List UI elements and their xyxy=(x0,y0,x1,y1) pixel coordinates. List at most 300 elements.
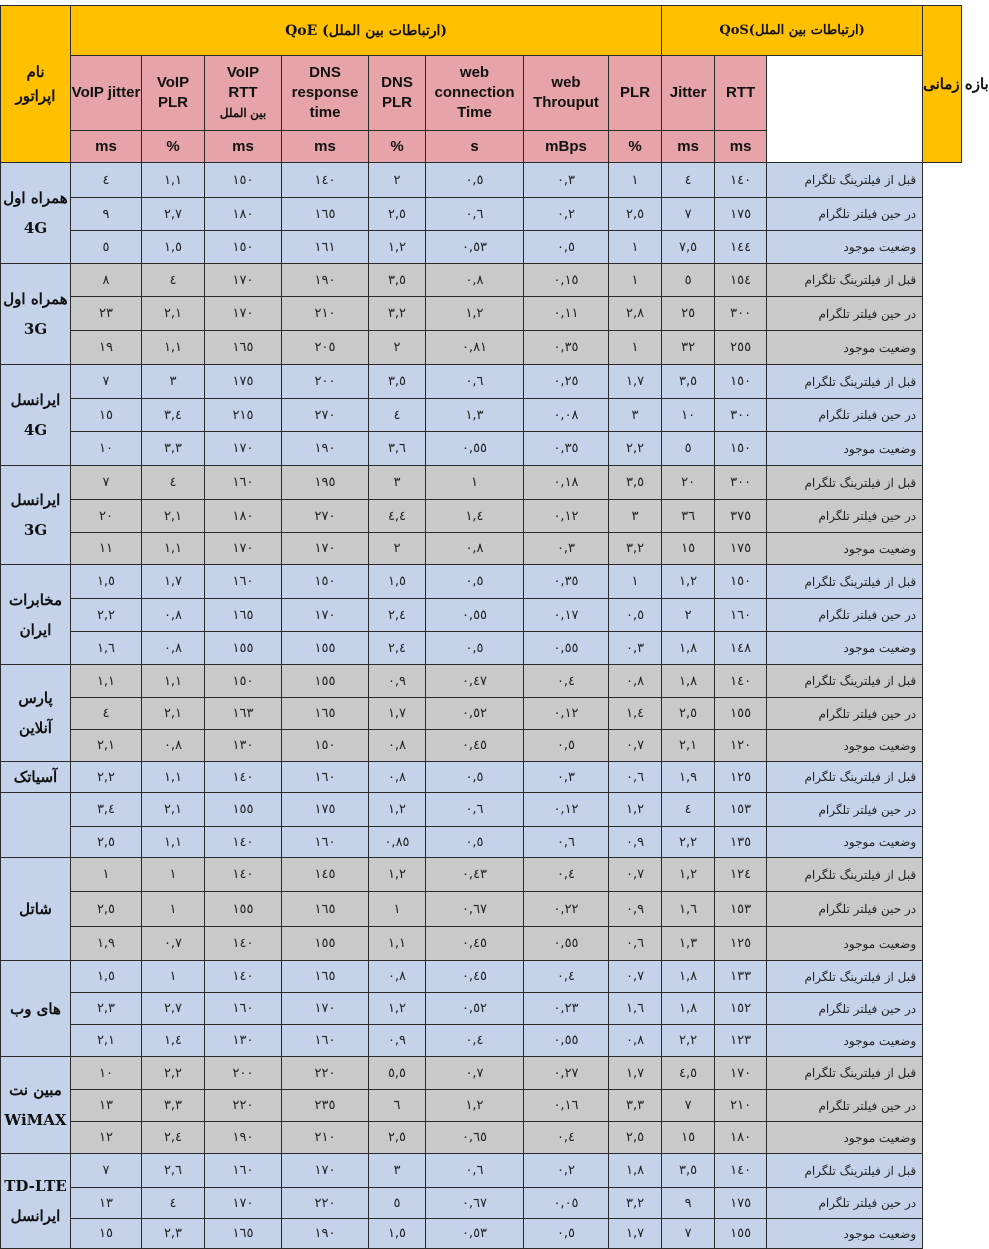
comparison-table xyxy=(0,5,989,1249)
cell-jitter: ٩ xyxy=(662,1188,715,1219)
cell-rtt: ١٢٥ xyxy=(715,762,767,793)
cell-period: وضعیت موجود xyxy=(767,533,923,565)
cell-web-thr: ٠,١٢ xyxy=(524,500,609,533)
unit-voip-plr: % xyxy=(142,131,205,163)
cell-voip-rtt: ١٥٥ xyxy=(205,892,282,927)
cell-voip-rtt: ١٨٠ xyxy=(205,500,282,533)
cell-voip-jitter: ٩ xyxy=(71,198,142,231)
cell-period: قبل از فیلترینگ تلگرام xyxy=(767,163,923,198)
cell-web-thr: ٠,٢ xyxy=(524,198,609,231)
table-row xyxy=(1,892,962,927)
cell-rtt: ٣٠٠ xyxy=(715,466,767,500)
header-dns-plr: DNS PLR xyxy=(369,56,426,131)
cell-web-thr: ٠,١٢ xyxy=(524,793,609,827)
table-row xyxy=(1,1057,962,1090)
cell-dns-plr: ١,١ xyxy=(369,927,426,961)
cell-jitter: ٢,١ xyxy=(662,730,715,762)
cell-jitter: ٢,٥ xyxy=(662,698,715,730)
cell-jitter: ٣,٥ xyxy=(662,1154,715,1188)
cell-web-thr: ٠,٦ xyxy=(524,827,609,858)
cell-voip-plr: ٣ xyxy=(142,365,205,399)
cell-voip-rtt: ١٦٣ xyxy=(205,698,282,730)
table-row xyxy=(1,599,962,632)
table-row xyxy=(1,1188,962,1219)
cell-voip-plr: ١,١ xyxy=(142,827,205,858)
unit-voip-jitter: ms xyxy=(71,131,142,163)
cell-web-thr: ٠,٣ xyxy=(524,762,609,793)
cell-dns-resp: ١٩٥ xyxy=(282,466,369,500)
cell-voip-plr: ٠,٨ xyxy=(142,632,205,665)
cell-dns-plr: ٠,٨ xyxy=(369,762,426,793)
cell-web-thr: ٠,٣ xyxy=(524,533,609,565)
cell-dns-resp: ١٦١ xyxy=(282,231,369,264)
cell-plr: ١ xyxy=(609,264,662,297)
cell-dns-resp: ١٩٠ xyxy=(282,1219,369,1249)
table-row xyxy=(1,827,962,858)
cell-web-thr: ٠,٤ xyxy=(524,1122,609,1154)
table-row xyxy=(1,297,962,331)
cell-dns-plr: ٢,٤ xyxy=(369,632,426,665)
cell-web-conn: ٠,٦٧ xyxy=(426,1188,524,1219)
cell-period: در حین فیلتر تلگرام xyxy=(767,793,923,827)
cell-period: قبل از فیلترینگ تلگرام xyxy=(767,665,923,698)
cell-voip-rtt: ١٧٠ xyxy=(205,533,282,565)
cell-dns-resp: ٢٢٠ xyxy=(282,1188,369,1219)
cell-rtt: ١٢٥ xyxy=(715,927,767,961)
cell-jitter: ١,٨ xyxy=(662,961,715,993)
cell-rtt: ١٣٣ xyxy=(715,961,767,993)
cell-web-thr: ٠,١٨ xyxy=(524,466,609,500)
cell-plr: ٣,٥ xyxy=(609,466,662,500)
operator-cell: ایرانسل 4G xyxy=(1,365,71,466)
cell-voip-plr: ٢,٤ xyxy=(142,1122,205,1154)
cell-rtt: ١٦٠ xyxy=(715,599,767,632)
cell-voip-jitter: ١٣ xyxy=(71,1090,142,1122)
cell-voip-rtt: ١٥٠ xyxy=(205,231,282,264)
cell-voip-plr: ١ xyxy=(142,892,205,927)
cell-period: قبل از فیلترینگ تلگرام xyxy=(767,466,923,500)
cell-dns-plr: ٠,٨٥ xyxy=(369,827,426,858)
cell-period: قبل از فیلترینگ تلگرام xyxy=(767,1154,923,1188)
cell-voip-jitter: ٧ xyxy=(71,365,142,399)
cell-voip-plr: ١ xyxy=(142,858,205,892)
cell-jitter: ٣,٥ xyxy=(662,365,715,399)
cell-rtt: ١٧٥ xyxy=(715,198,767,231)
cell-plr: ٠,٣ xyxy=(609,632,662,665)
table-row xyxy=(1,163,962,198)
cell-voip-rtt: ١٦٥ xyxy=(205,599,282,632)
cell-web-thr: ٠,٠٨ xyxy=(524,399,609,432)
cell-voip-plr: ١,٤ xyxy=(142,1025,205,1057)
cell-voip-rtt: ١٦٠ xyxy=(205,466,282,500)
cell-dns-resp: ١٦٥ xyxy=(282,198,369,231)
cell-voip-jitter: ١١ xyxy=(71,533,142,565)
cell-web-conn: ٠,٥٣ xyxy=(426,231,524,264)
cell-voip-rtt: ١٤٠ xyxy=(205,927,282,961)
cell-rtt: ٣٠٠ xyxy=(715,297,767,331)
cell-period: وضعیت موجود xyxy=(767,927,923,961)
cell-web-conn: ٠,٦ xyxy=(426,365,524,399)
cell-voip-rtt: ١٧٥ xyxy=(205,365,282,399)
operator-cell: مبین نت WiMAX xyxy=(1,1057,71,1154)
cell-voip-rtt: ١٥٥ xyxy=(205,632,282,665)
cell-dns-resp: ١٧٥ xyxy=(282,793,369,827)
cell-voip-rtt: ١٥٠ xyxy=(205,163,282,198)
cell-plr: ٠,٧ xyxy=(609,858,662,892)
cell-dns-resp: ١٥٥ xyxy=(282,927,369,961)
cell-plr: ٢,٥ xyxy=(609,1122,662,1154)
cell-period: قبل از فیلترینگ تلگرام xyxy=(767,264,923,297)
cell-dns-plr: ١,٢ xyxy=(369,231,426,264)
cell-voip-plr: ٢,١ xyxy=(142,793,205,827)
cell-rtt: ٣٠٠ xyxy=(715,399,767,432)
cell-voip-plr: ١ xyxy=(142,961,205,993)
cell-voip-rtt: ١٦٠ xyxy=(205,565,282,599)
cell-plr: ٠,٧ xyxy=(609,961,662,993)
cell-voip-jitter: ٤ xyxy=(71,163,142,198)
cell-dns-resp: ١٦٥ xyxy=(282,698,369,730)
cell-voip-plr: ٢,١ xyxy=(142,698,205,730)
unit-rtt: ms xyxy=(715,131,767,163)
cell-dns-resp: ١٦٠ xyxy=(282,1025,369,1057)
cell-plr: ١,٦ xyxy=(609,993,662,1025)
cell-jitter: ٧ xyxy=(662,198,715,231)
table-row xyxy=(1,231,962,264)
cell-dns-plr: ٢,٤ xyxy=(369,599,426,632)
cell-web-thr: ٠,٥ xyxy=(524,231,609,264)
cell-jitter: ٢٥ xyxy=(662,297,715,331)
table-row xyxy=(1,466,962,500)
cell-period: وضعیت موجود xyxy=(767,1025,923,1057)
cell-voip-rtt: ١٧٠ xyxy=(205,297,282,331)
cell-rtt: ١٥٤ xyxy=(715,264,767,297)
cell-web-thr: ٠,٣ xyxy=(524,163,609,198)
cell-web-conn: ٠,٨ xyxy=(426,264,524,297)
cell-voip-plr: ١,١ xyxy=(142,665,205,698)
cell-jitter: ٤,٥ xyxy=(662,1057,715,1090)
cell-rtt: ٢٥٥ xyxy=(715,331,767,365)
cell-dns-resp: ٢٠٠ xyxy=(282,365,369,399)
cell-jitter: ٣٢ xyxy=(662,331,715,365)
cell-web-thr: ٠,٥ xyxy=(524,1219,609,1249)
cell-dns-resp: ١٧٠ xyxy=(282,533,369,565)
cell-voip-jitter: ١ xyxy=(71,858,142,892)
cell-plr: ٠,٨ xyxy=(609,665,662,698)
table-row xyxy=(1,264,962,297)
cell-dns-resp: ١٧٠ xyxy=(282,1154,369,1188)
cell-web-thr: ٠,١١ xyxy=(524,297,609,331)
cell-plr: ٠,٩ xyxy=(609,827,662,858)
header-qos-group: QoS(ارتباطات بین الملل) xyxy=(662,6,923,56)
cell-web-conn: ١,٢ xyxy=(426,297,524,331)
cell-voip-plr: ٠,٨ xyxy=(142,599,205,632)
cell-period: قبل از فیلترینگ تلگرام xyxy=(767,565,923,599)
cell-dns-resp: ١٩٠ xyxy=(282,432,369,466)
cell-plr: ٠,٨ xyxy=(609,1025,662,1057)
cell-jitter: ١٥ xyxy=(662,1122,715,1154)
cell-dns-plr: ١,٢ xyxy=(369,793,426,827)
cell-voip-plr: ٢,٣ xyxy=(142,1219,205,1249)
cell-period: وضعیت موجود xyxy=(767,827,923,858)
table-row xyxy=(1,1025,962,1057)
cell-dns-resp: ١٥٥ xyxy=(282,665,369,698)
cell-web-thr: ٠,٥٥ xyxy=(524,1025,609,1057)
operator-cell: شاتل xyxy=(1,858,71,961)
header-voip-rtt: VoIP RTT بین الملل xyxy=(205,56,282,131)
header-web-throughput: web Throuput xyxy=(524,56,609,131)
cell-dns-resp: ٢٧٠ xyxy=(282,500,369,533)
cell-period: در حین فیلتر تلگرام xyxy=(767,993,923,1025)
cell-voip-plr: ٣,٤ xyxy=(142,399,205,432)
cell-voip-plr: ١,٥ xyxy=(142,231,205,264)
cell-voip-rtt: ٢٠٠ xyxy=(205,1057,282,1090)
cell-web-thr: ٠,٢٣ xyxy=(524,993,609,1025)
cell-web-conn: ١ xyxy=(426,466,524,500)
cell-jitter: ٢,٢ xyxy=(662,827,715,858)
cell-dns-plr: ٣,٥ xyxy=(369,365,426,399)
header-voip-plr: VoIP PLR xyxy=(142,56,205,131)
cell-jitter: ٧ xyxy=(662,1219,715,1249)
cell-dns-plr: ٣ xyxy=(369,1154,426,1188)
cell-voip-plr: ٤ xyxy=(142,466,205,500)
cell-voip-rtt: ١٦٥ xyxy=(205,331,282,365)
cell-web-conn: ٠,٥ xyxy=(426,827,524,858)
cell-dns-plr: ٣,٢ xyxy=(369,297,426,331)
cell-web-thr: ٠,٣٥ xyxy=(524,432,609,466)
table-row xyxy=(1,432,962,466)
cell-jitter: ٧,٥ xyxy=(662,231,715,264)
cell-voip-rtt: ١٤٠ xyxy=(205,762,282,793)
cell-plr: ١ xyxy=(609,565,662,599)
cell-dns-resp: ٢٢٠ xyxy=(282,1057,369,1090)
table-body xyxy=(1,163,962,1249)
cell-voip-plr: ٠,٧ xyxy=(142,927,205,961)
table-row xyxy=(1,500,962,533)
cell-web-thr: ٠,٤ xyxy=(524,961,609,993)
cell-jitter: ١,٨ xyxy=(662,993,715,1025)
table-row xyxy=(1,198,962,231)
cell-plr: ٣,٣ xyxy=(609,1090,662,1122)
cell-period: قبل از فیلترینگ تلگرام xyxy=(767,762,923,793)
cell-web-thr: ٠,٤ xyxy=(524,858,609,892)
cell-dns-plr: ٣,٥ xyxy=(369,264,426,297)
table-row xyxy=(1,399,962,432)
cell-period: وضعیت موجود xyxy=(767,730,923,762)
cell-period: قبل از فیلترینگ تلگرام xyxy=(767,1057,923,1090)
cell-web-thr: ٠,٥٥ xyxy=(524,632,609,665)
table-row xyxy=(1,665,962,698)
table-row xyxy=(1,762,962,793)
cell-jitter: ٥ xyxy=(662,432,715,466)
cell-voip-jitter: ١٩ xyxy=(71,331,142,365)
cell-period: در حین فیلتر تلگرام xyxy=(767,599,923,632)
cell-plr: ٠,٩ xyxy=(609,892,662,927)
cell-plr: ٠,٥ xyxy=(609,599,662,632)
cell-voip-jitter: ١,٥ xyxy=(71,565,142,599)
table-row xyxy=(1,961,962,993)
cell-dns-plr: ٢ xyxy=(369,331,426,365)
cell-web-thr: ٠,١٧ xyxy=(524,599,609,632)
operator-cell: مخابرات ایران xyxy=(1,565,71,665)
cell-dns-resp: ١٩٠ xyxy=(282,264,369,297)
header-period: بازه زمانی xyxy=(923,6,962,163)
cell-dns-plr: ٣,٦ xyxy=(369,432,426,466)
cell-rtt: ١٤٨ xyxy=(715,632,767,665)
cell-dns-resp: ٢٧٠ xyxy=(282,399,369,432)
cell-period: در حین فیلتر تلگرام xyxy=(767,698,923,730)
cell-dns-plr: ٢,٥ xyxy=(369,1122,426,1154)
cell-voip-plr: ٣,٣ xyxy=(142,1090,205,1122)
cell-dns-resp: ٢٠٥ xyxy=(282,331,369,365)
cell-dns-resp: ١٦٠ xyxy=(282,827,369,858)
cell-period: قبل از فیلترینگ تلگرام xyxy=(767,858,923,892)
cell-voip-jitter: ٥ xyxy=(71,231,142,264)
cell-voip-jitter: ٢,٢ xyxy=(71,599,142,632)
cell-web-conn: ٠,٥٥ xyxy=(426,599,524,632)
cell-voip-rtt: ١٨٠ xyxy=(205,198,282,231)
header-web-connection: web connection Time xyxy=(426,56,524,131)
cell-period: وضعیت موجود xyxy=(767,231,923,264)
table-row xyxy=(1,1154,962,1188)
cell-jitter: ١,٦ xyxy=(662,892,715,927)
cell-plr: ٣,٢ xyxy=(609,533,662,565)
cell-voip-jitter: ٧ xyxy=(71,466,142,500)
cell-voip-jitter: ٨ xyxy=(71,264,142,297)
operator-cell: آسیاتک xyxy=(1,762,71,793)
cell-web-conn: ٠,٥٢ xyxy=(426,698,524,730)
operator-cell: TD-LTE ایرانسل xyxy=(1,1154,71,1249)
cell-dns-plr: ٠,٩ xyxy=(369,665,426,698)
cell-voip-rtt: ١٧٠ xyxy=(205,1188,282,1219)
cell-dns-resp: ١٤٠ xyxy=(282,163,369,198)
table-row xyxy=(1,927,962,961)
table-row xyxy=(1,730,962,762)
cell-rtt: ١٥٥ xyxy=(715,1219,767,1249)
header-operator: نام اپراتور xyxy=(1,6,71,163)
cell-voip-plr: ٢,٢ xyxy=(142,1057,205,1090)
cell-voip-plr: ٤ xyxy=(142,1188,205,1219)
cell-web-conn: ٠,٦٥ xyxy=(426,1122,524,1154)
cell-dns-plr: ٢ xyxy=(369,533,426,565)
cell-web-conn: ٠,٨ xyxy=(426,533,524,565)
cell-plr: ٠,٧ xyxy=(609,730,662,762)
cell-rtt: ١٥٠ xyxy=(715,432,767,466)
cell-rtt: ١٥٢ xyxy=(715,993,767,1025)
cell-voip-plr: ٢,٦ xyxy=(142,1154,205,1188)
cell-rtt: ١٨٠ xyxy=(715,1122,767,1154)
cell-rtt: ٢١٠ xyxy=(715,1090,767,1122)
cell-voip-jitter: ٢,١ xyxy=(71,730,142,762)
cell-web-conn: ٠,٧ xyxy=(426,1057,524,1090)
cell-dns-plr: ١,٢ xyxy=(369,858,426,892)
cell-voip-plr: ١,١ xyxy=(142,163,205,198)
table-row xyxy=(1,993,962,1025)
cell-voip-rtt: ٢١٥ xyxy=(205,399,282,432)
cell-voip-rtt: ١٦٠ xyxy=(205,993,282,1025)
cell-period: وضعیت موجود xyxy=(767,331,923,365)
cell-voip-jitter: ١٠ xyxy=(71,1057,142,1090)
cell-web-conn: ١,٤ xyxy=(426,500,524,533)
cell-web-conn: ٠,٤٥ xyxy=(426,961,524,993)
cell-rtt: ١٤٠ xyxy=(715,163,767,198)
cell-rtt: ١٥٠ xyxy=(715,365,767,399)
cell-period: در حین فیلتر تلگرام xyxy=(767,1090,923,1122)
cell-web-conn: ٠,٦ xyxy=(426,793,524,827)
cell-web-conn: ٠,٦٧ xyxy=(426,892,524,927)
cell-web-conn: ٠,٥ xyxy=(426,632,524,665)
cell-voip-plr: ٢,٧ xyxy=(142,993,205,1025)
cell-jitter: ١,٢ xyxy=(662,565,715,599)
cell-web-conn: ٠,٥ xyxy=(426,565,524,599)
cell-web-thr: ٠,٠٥ xyxy=(524,1188,609,1219)
cell-voip-plr: ١,١ xyxy=(142,331,205,365)
cell-voip-jitter: ١٣ xyxy=(71,1188,142,1219)
cell-rtt: ١٢٣ xyxy=(715,1025,767,1057)
cell-web-thr: ٠,١٦ xyxy=(524,1090,609,1122)
cell-jitter: ٤ xyxy=(662,793,715,827)
cell-web-thr: ٠,٥٥ xyxy=(524,927,609,961)
cell-dns-plr: ١,٥ xyxy=(369,1219,426,1249)
header-voip-jitter: VoIP jitter xyxy=(71,56,142,131)
cell-voip-jitter: ١٥ xyxy=(71,399,142,432)
cell-voip-plr: ٢,١ xyxy=(142,500,205,533)
operator-cell: ایرانسل 3G xyxy=(1,466,71,565)
header-rtt: RTT xyxy=(715,56,767,131)
cell-web-thr: ٠,٣٥ xyxy=(524,565,609,599)
cell-dns-resp: ١٥٥ xyxy=(282,632,369,665)
cell-period: قبل از فیلترینگ تلگرام xyxy=(767,365,923,399)
cell-dns-plr: ٤,٤ xyxy=(369,500,426,533)
cell-voip-rtt: ١٩٠ xyxy=(205,1122,282,1154)
cell-dns-plr: ١,٧ xyxy=(369,698,426,730)
cell-dns-plr: ٤ xyxy=(369,399,426,432)
cell-rtt: ١٧٠ xyxy=(715,1057,767,1090)
table-row xyxy=(1,632,962,665)
cell-jitter: ٧ xyxy=(662,1090,715,1122)
cell-web-conn: ٠,٥٥ xyxy=(426,432,524,466)
cell-web-conn: ٠,٤٥ xyxy=(426,730,524,762)
operator-cell: های وب xyxy=(1,961,71,1057)
cell-plr: ٠,٦ xyxy=(609,762,662,793)
table-row xyxy=(1,533,962,565)
table-row xyxy=(1,365,962,399)
cell-web-thr: ٠,٢٢ xyxy=(524,892,609,927)
cell-voip-rtt: ١٦٥ xyxy=(205,1219,282,1249)
cell-voip-plr: ٢,٧ xyxy=(142,198,205,231)
table-row xyxy=(1,1090,962,1122)
cell-period: وضعیت موجود xyxy=(767,1122,923,1154)
cell-jitter: ١,٩ xyxy=(662,762,715,793)
header-jitter: Jitter xyxy=(662,56,715,131)
cell-period: در حین فیلتر تلگرام xyxy=(767,500,923,533)
cell-jitter: ٣٦ xyxy=(662,500,715,533)
unit-plr: % xyxy=(609,131,662,163)
cell-web-thr: ٠,٢٧ xyxy=(524,1057,609,1090)
cell-voip-jitter: ١,٥ xyxy=(71,961,142,993)
cell-voip-rtt: ١٧٠ xyxy=(205,432,282,466)
cell-web-conn: ٠,٤٥ xyxy=(426,927,524,961)
cell-web-thr: ٠,١٥ xyxy=(524,264,609,297)
cell-plr: ١,٨ xyxy=(609,1154,662,1188)
cell-voip-jitter: ٢,٥ xyxy=(71,827,142,858)
cell-rtt: ١٢٠ xyxy=(715,730,767,762)
cell-jitter: ١,٨ xyxy=(662,665,715,698)
cell-dns-plr: ٠,٨ xyxy=(369,961,426,993)
cell-dns-plr: ٠,٨ xyxy=(369,730,426,762)
cell-plr: ١ xyxy=(609,231,662,264)
cell-period: در حین فیلتر تلگرام xyxy=(767,892,923,927)
cell-web-thr: ٠,١٢ xyxy=(524,698,609,730)
